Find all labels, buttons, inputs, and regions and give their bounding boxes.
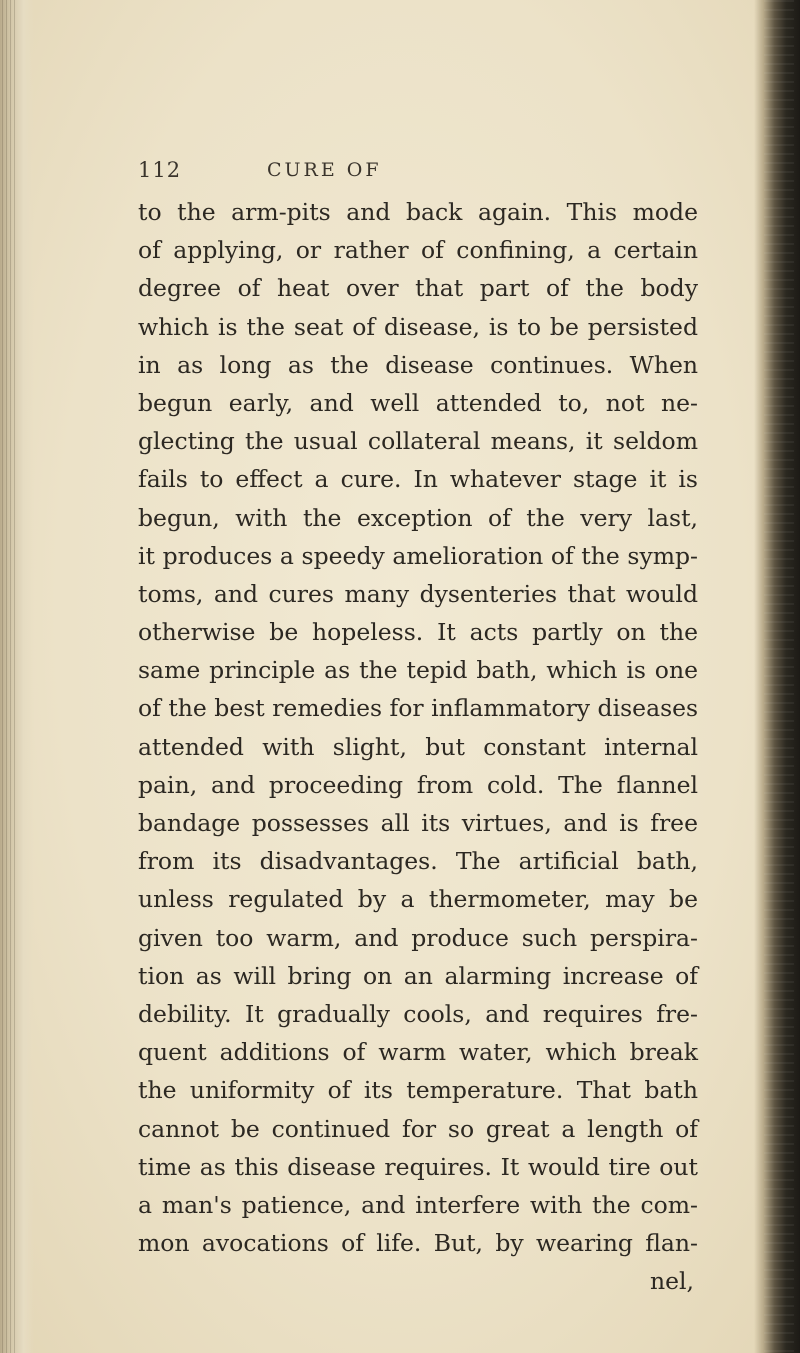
- page-number: 112: [138, 158, 182, 182]
- text-line: begun, with the exception of the very last,: [138, 503, 698, 532]
- page-edge-texture: [764, 0, 794, 1353]
- text-line: begun early, and well attended to, not ne-: [138, 388, 698, 417]
- text-line: time as this disease requires. It would tire out: [138, 1152, 698, 1181]
- text-line: tion as will bring on an alarming increase of: [138, 961, 698, 990]
- text-line: debility. It gradually cools, and requires fre-: [138, 999, 698, 1028]
- running-head: CURE OF: [267, 159, 382, 181]
- text-line: from its disadvantages. The artificial bath,: [138, 847, 698, 876]
- text-line: degree of heat over that part of the body: [138, 274, 698, 303]
- text-line: the uniformity of its temperature. That bath: [138, 1076, 698, 1105]
- text-line: fails to effect a cure. In whatever stage it is: [138, 465, 698, 494]
- text-line: given too warm, and produce such perspira-: [138, 923, 698, 952]
- text-line: of the best remedies for inflammatory diseases: [138, 694, 699, 723]
- text-line: bandage possesses all its virtues, and is free: [138, 809, 698, 837]
- text-line: it produces a speedy amelioration of the symp-: [138, 541, 698, 570]
- catchword: nel,: [649, 1267, 694, 1296]
- text-line: quent additions of warm water, which break: [138, 1038, 698, 1067]
- text-line: which is the seat of disease, is to be persisted: [138, 312, 698, 341]
- page-header: [138, 158, 678, 188]
- text-line: toms, and cures many dysenteries that would: [138, 579, 698, 608]
- text-line: unless regulated by a thermometer, may be: [138, 885, 698, 914]
- body-text: [138, 193, 698, 1300]
- text-line: same principle as the tepid bath, which is one: [138, 656, 698, 685]
- text-line: glecting the usual collateral means, it seldom: [138, 427, 698, 456]
- text-line: cannot be continued for so great a length of: [138, 1114, 698, 1143]
- text-line: of applying, or rather of confining, a certain: [138, 236, 698, 265]
- text-line: pain, and proceeding from cold. The flannel: [138, 770, 698, 799]
- binding-texture: [2, 0, 16, 1353]
- text-line: otherwise be hopeless. It acts partly on the: [138, 618, 698, 647]
- text-line: to the arm-pits and back again. This mode: [138, 198, 698, 226]
- text-line: a man's patience, and interfere with the com-: [138, 1190, 698, 1219]
- text-line: in as long as the disease continues. When: [138, 350, 698, 379]
- text-line: mon avocations of life. But, by wearing flan-: [138, 1229, 698, 1258]
- text-line: attended with slight, but constant internal: [138, 732, 698, 761]
